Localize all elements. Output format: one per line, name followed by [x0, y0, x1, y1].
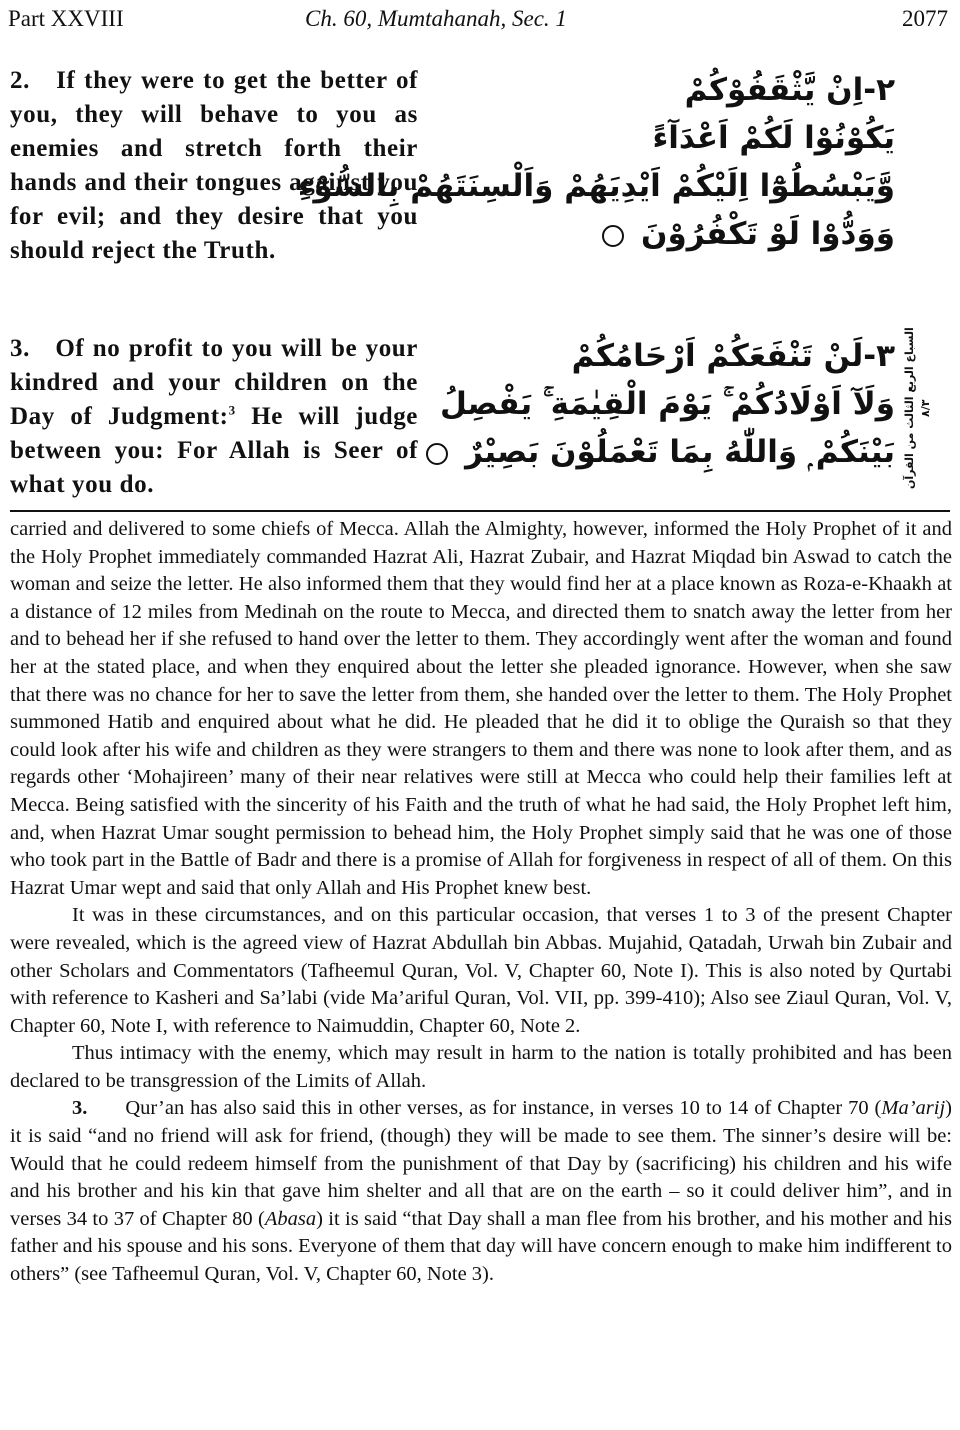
page-number: 2077: [902, 6, 948, 31]
verse-text: Of no profit to you will be your kindred and your children on the Day of Judgment:: [10, 335, 418, 430]
verse-end-icon: [426, 443, 448, 465]
verse-3-arabic: [439, 332, 895, 476]
verse-3-translation: [10, 332, 418, 502]
verse-number: 2.: [10, 67, 30, 94]
chapter-name: Abasa: [264, 1207, 317, 1230]
arabic-line: ۲-اِنْ يَّثْقَفُوْكُمْ: [684, 72, 895, 108]
part-label: Part XXVIII: [8, 6, 124, 31]
chapter-name: Ma’arij: [881, 1097, 946, 1120]
commentary: [10, 516, 952, 1289]
arabic-line: وَوَدُّوْا لَوْ تَكْفُرُوْنَ: [641, 216, 895, 252]
verse-end-icon: [602, 225, 624, 247]
footnote-ref: 3: [228, 402, 236, 418]
page-header: [8, 4, 948, 34]
chapter-title: Ch. 60, Mumtahanah, Sec. 1: [305, 6, 567, 31]
footnote-number: 3.: [72, 1097, 88, 1120]
arabic-line: يَكُوْنُوْا لَكُمْ اَعْدَآءً: [652, 120, 895, 156]
commentary-paragraph: Thus intimacy with the enemy, which may result in harm to the nation is totally prohibited and has been declared to be transgression of the Limits of Allah.: [10, 1042, 952, 1092]
divider: [10, 510, 950, 512]
commentary-paragraph: carried and delivered to some chiefs of Mecca. Allah the Almighty, however, informed the Holy Prophet of it and the Holy Prophet immediately commanded Hazrat Ali, Hazrat Zubair, and Hazrat Miqdad bin Aswad to catch the woman and seize the letter. He also informed them that they would find her at a place known as Roza-e-Khaakh at a distance of 12 miles from Medinah on the route to Mecca, and directed them to snatch away the letter from her and to behead her if she refused to hand over the letter to them. They accordingly went after the woman and found her at the stated place, and when they enquired about the letter she pleaded ignorance. However, when she saw that there was no chance for her to save the letter from them, she handed over the letter to them. The Holy Prophet summoned Hatib and enquired about what he did. He pleaded that he did it to oblige the Quraish so that they could look after his wife and children as they were strangers to them and there was none to look after them, and as regards other ‘Mohajireen’ many of their near relatives were still at Mecca who could help their families left at Mecca. Being satisfied with the sincerity of his Faith and the truth of what he had said, the Holy Prophet left him, and, when Hazrat Umar sought permission to behead him, the Holy Prophet simply said that he was one of those who took part in the Battle of Badr and there is a promise of Allah for forgiveness in respect of all of them. On this Hazrat Umar wept and said that only Allah and His Prophet knew best.: [10, 518, 952, 899]
verse-text-cont: He will judge between you: For Allah is Seer of what you do.: [10, 403, 419, 498]
commentary-paragraph: It was in these circumstances, and on this particular occasion, that verses 1 to 3 of the present Chapter were revealed, which is the agreed view of Hazrat Abdullah bin Abbas. Mujahid, Qatadah, Urwah bin Zubair and other Scholars and Commentators (Tafheemul Quran, Vol. V, Chapter 60, Note I). This is also noted by Qurtabi with reference to Kasheri and Sa’labi (vide Ma’ariful Quran, Vol. VII, pp. 399-410); Also see Ziaul Quran, Vol. V, Chapter 60, Note I, with reference to Naimuddin, Chapter 60, Note 2.: [10, 904, 952, 1037]
verse-number: 3.: [10, 335, 30, 362]
verse-2-arabic: [297, 66, 895, 258]
arabic-line: وَلَآ اَوْلَادُكُمْ ۚ يَوْمَ الْقِيٰمَةِ ۚ يَفْصِلُ: [439, 386, 895, 422]
footnote-paragraph: 3. Qur’an has also said this in other verses, as for instance, in verses 10 to 14 of Chapter 70 (Ma’arij) it is said “and no friend will ask for friend, (though) they will be made to see them. The sinner’s desire will be: Would that he could redeem himself from the punishment of that Day by (sacrificing) his children and his wife and his brother and his kin that gave him shelter and all that are on the earth – so it could deliver him”, and in verses 34 to 37 of Chapter 80 (Abasa) it is said “that Day shall a man flee from his brother, and his mother and his father and his spouse and his sons. Everyone of them that day will have concern enough to make him indifferent to others” (see Tafheemul Quran, Vol. V, Chapter 60, Note 3).: [10, 1097, 952, 1286]
verse-text: If they were to get the better of you, they will behave to you as enemies and stretch forth their hands and their tongues against you for evil; and they desire that you should reject the Truth.: [10, 67, 418, 264]
arabic-line: وَّيَبْسُطُوْٓا اِلَيْكُمْ اَيْدِيَهُمْ وَاَلْسِنَتَهُمْ بِالسُّوْٓءِ: [297, 168, 895, 204]
margin-note: السباع الربع الثالث من القرآن ٨/٣: [903, 327, 932, 489]
arabic-line: ۳-لَنْ تَنْفَعَكُمْ اَرْحَامُكُمْ: [571, 338, 895, 374]
arabic-line: بَيْنَكُمْ ۭ وَاللّٰهُ بِمَا تَعْمَلُوْنَ بَصِيْرٌ: [465, 434, 895, 470]
